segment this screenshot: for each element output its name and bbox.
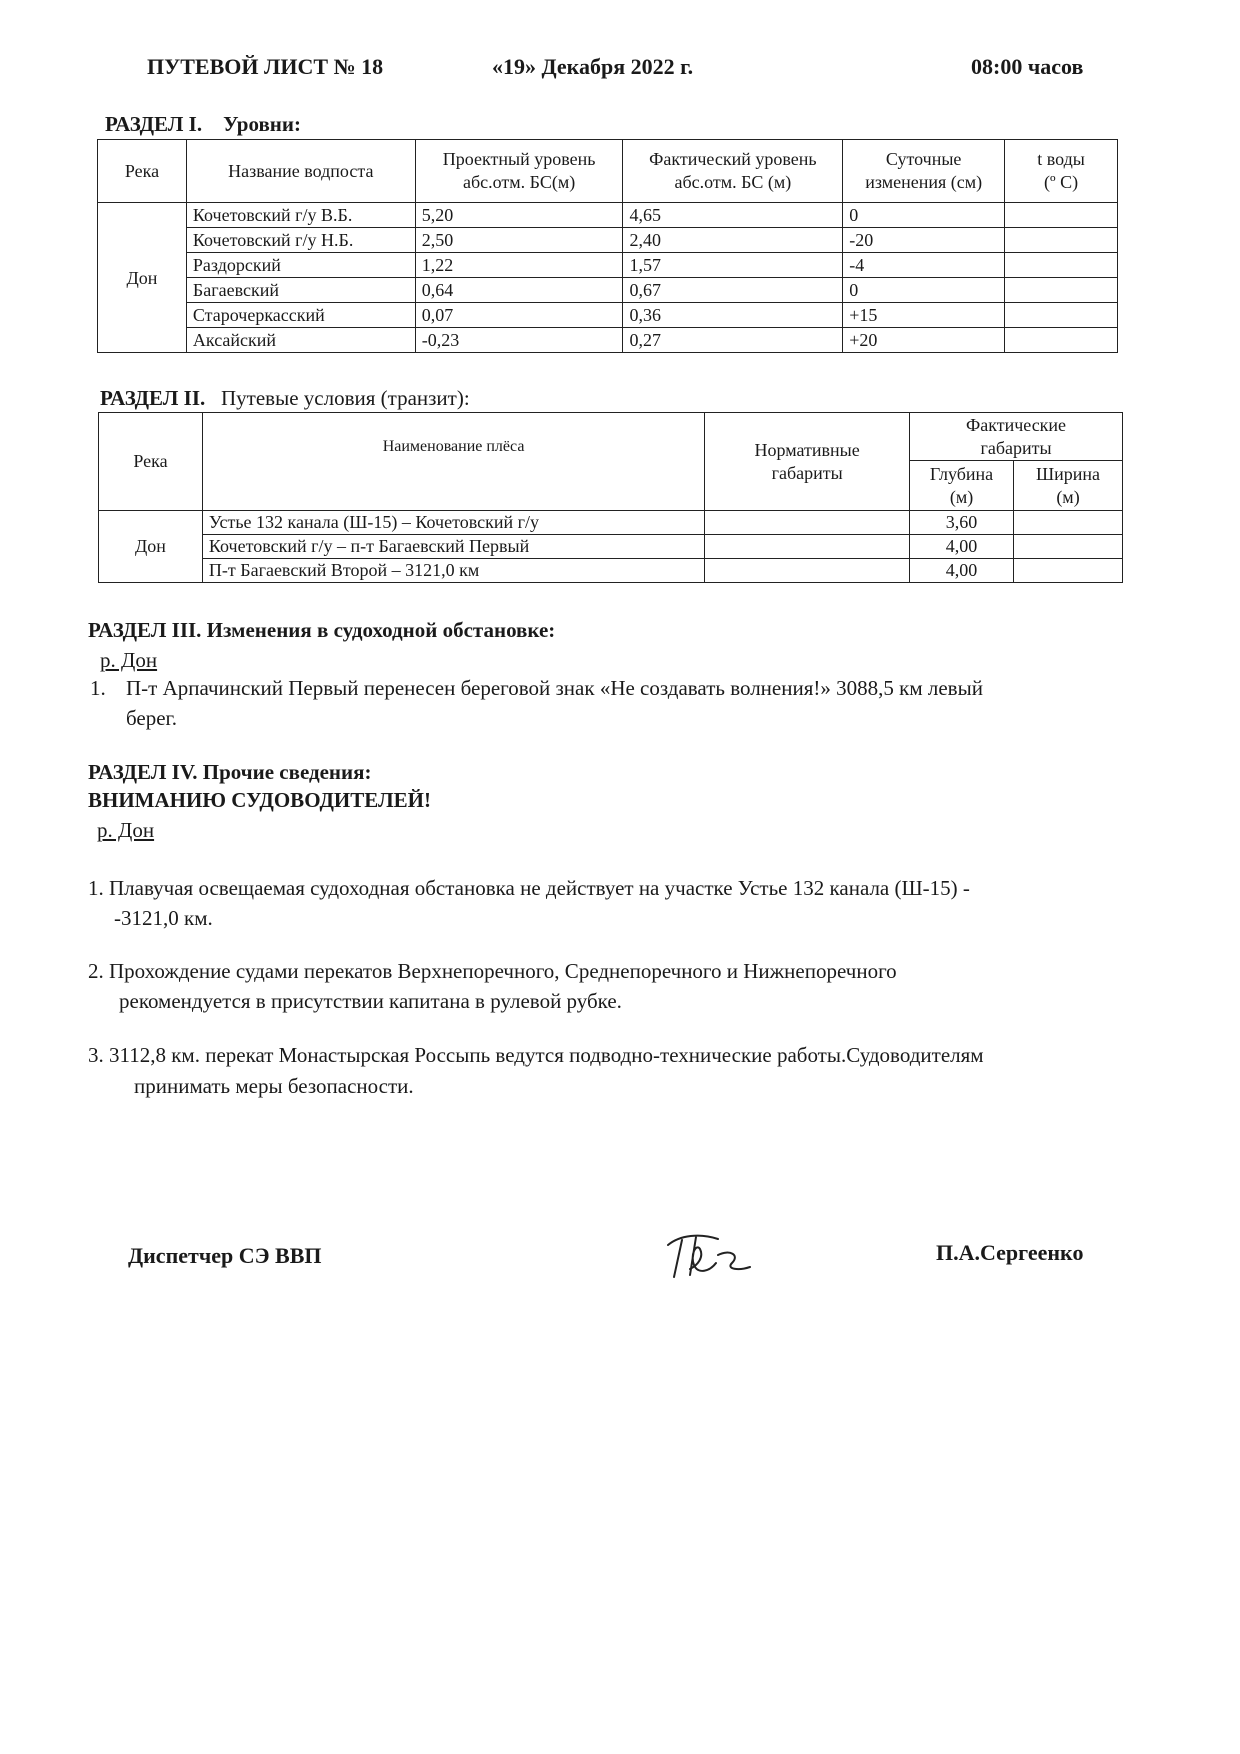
conditions-header-row	[99, 413, 1123, 461]
norm-cell	[705, 511, 910, 535]
col-width: Ширина (м)	[1014, 461, 1123, 511]
section1-heading	[105, 112, 301, 137]
depth-cell: 4,00	[910, 559, 1014, 583]
signature-image	[660, 1225, 760, 1290]
levels-table	[97, 139, 1118, 353]
actual-cell: 2,40	[623, 228, 843, 253]
col-water-temp: t воды (º С)	[1005, 140, 1118, 203]
conditions-table	[98, 412, 1123, 583]
river-cell: Дон	[99, 511, 203, 583]
table-row	[98, 328, 1118, 353]
col-depth: Глубина (м)	[910, 461, 1014, 511]
dispatcher-name: П.А.Сергеенко	[936, 1240, 1084, 1265]
notice-3-line2: принимать меры безопасности.	[134, 1074, 414, 1098]
table-row	[98, 203, 1118, 228]
change-cell: +20	[843, 328, 1005, 353]
actual-cell: 0,36	[623, 303, 843, 328]
change-cell: 0	[843, 278, 1005, 303]
col-stretch: Наименование плёса	[202, 413, 704, 511]
section2-title: Путевые условия (транзит):	[221, 386, 470, 410]
sheet-date: «19» Декабря 2022 г.	[492, 54, 694, 79]
depth-cell: 4,00	[910, 535, 1014, 559]
actual-cell: 0,67	[623, 278, 843, 303]
table-row	[99, 511, 1123, 535]
section3-item-number: 1.	[90, 676, 106, 700]
section4-river: р. Дон	[97, 818, 155, 842]
post-cell: Старочеркасский	[186, 303, 415, 328]
section2-number: РАЗДЕЛ II.	[100, 386, 206, 410]
temp-cell	[1005, 203, 1118, 228]
section3-item-line2: берег.	[126, 706, 178, 730]
project-cell: -0,23	[415, 328, 623, 353]
notice-1-line2: -3121,0 км.	[114, 906, 213, 930]
actual-cell: 4,65	[623, 203, 843, 228]
project-cell: 0,64	[415, 278, 623, 303]
stretch-cell: Устье 132 канала (Ш-15) – Кочетовский г/у	[202, 511, 704, 535]
table-row	[98, 303, 1118, 328]
norm-cell	[705, 535, 910, 559]
sheet-time: 08:00 часов	[971, 54, 1084, 79]
sheet-title: ПУТЕВОЙ ЛИСТ № 18	[147, 54, 384, 79]
width-cell	[1014, 559, 1123, 583]
attention-heading: ВНИМАНИЮ СУДОВОДИТЕЛЕЙ!	[88, 788, 431, 812]
project-cell: 1,22	[415, 253, 623, 278]
temp-cell	[1005, 253, 1118, 278]
actual-cell: 1,57	[623, 253, 843, 278]
change-cell: -20	[843, 228, 1005, 253]
notice-2-line2: рекомендуется в присутствии капитана в рулевой рубке.	[119, 989, 622, 1013]
width-cell	[1014, 535, 1123, 559]
dispatcher-position: Диспетчер СЭ ВВП	[128, 1243, 322, 1268]
col-actual-dimensions: Фактические габариты	[910, 413, 1123, 461]
norm-cell	[705, 559, 910, 583]
notice-1-line1: 1. Плавучая освещаемая судоходная обстановка не действует на участке Устье 132 канала (Ш-15) -	[88, 876, 970, 900]
notice-3-line1: 3. 3112,8 км. перекат Монастырская Россыпь ведутся подводно-технические работы.Судоводителям	[88, 1043, 984, 1067]
section4-title: РАЗДЕЛ IV. Прочие сведения:	[88, 760, 372, 784]
col-normative: Нормативные габариты	[705, 413, 910, 511]
actual-cell: 0,27	[623, 328, 843, 353]
col-project-level: Проектный уровень абс.отм. БС(м)	[415, 140, 623, 203]
temp-cell	[1005, 328, 1118, 353]
river-cell: Дон	[98, 203, 187, 353]
col-river: Река	[99, 413, 203, 511]
section3-title: РАЗДЕЛ III. Изменения в судоходной обстановке:	[88, 618, 556, 642]
col-river: Река	[98, 140, 187, 203]
section1-number: РАЗДЕЛ I.	[105, 112, 203, 136]
table-row	[98, 253, 1118, 278]
post-cell: Аксайский	[186, 328, 415, 353]
depth-cell: 3,60	[910, 511, 1014, 535]
width-cell	[1014, 511, 1123, 535]
project-cell: 5,20	[415, 203, 623, 228]
section1-title: Уровни:	[223, 112, 301, 136]
change-cell: +15	[843, 303, 1005, 328]
section3-river: р. Дон	[100, 648, 158, 672]
stretch-cell: Кочетовский г/у – п-т Багаевский Первый	[202, 535, 704, 559]
table-row	[99, 535, 1123, 559]
post-cell: Раздорский	[186, 253, 415, 278]
section2-heading	[100, 386, 470, 411]
col-daily-change: Суточные изменения (см)	[843, 140, 1005, 203]
notice-2-line1: 2. Прохождение судами перекатов Верхнепоречного, Среднепоречного и Нижнепоречного	[88, 959, 897, 983]
post-cell: Кочетовский г/у В.Б.	[186, 203, 415, 228]
table-row	[98, 278, 1118, 303]
change-cell: 0	[843, 203, 1005, 228]
post-cell: Багаевский	[186, 278, 415, 303]
post-cell: Кочетовский г/у Н.Б.	[186, 228, 415, 253]
col-post: Название водпоста	[186, 140, 415, 203]
col-actual-level: Фактический уровень абс.отм. БС (м)	[623, 140, 843, 203]
temp-cell	[1005, 303, 1118, 328]
table-row	[99, 559, 1123, 583]
section3-item-line1: П-т Арпачинский Первый перенесен береговой знак «Не создавать волнения!» 3088,5 км левый	[126, 676, 983, 700]
table-row	[98, 228, 1118, 253]
temp-cell	[1005, 278, 1118, 303]
temp-cell	[1005, 228, 1118, 253]
levels-header-row	[98, 140, 1118, 203]
project-cell: 0,07	[415, 303, 623, 328]
stretch-cell: П-т Багаевский Второй – 3121,0 км	[202, 559, 704, 583]
project-cell: 2,50	[415, 228, 623, 253]
change-cell: -4	[843, 253, 1005, 278]
